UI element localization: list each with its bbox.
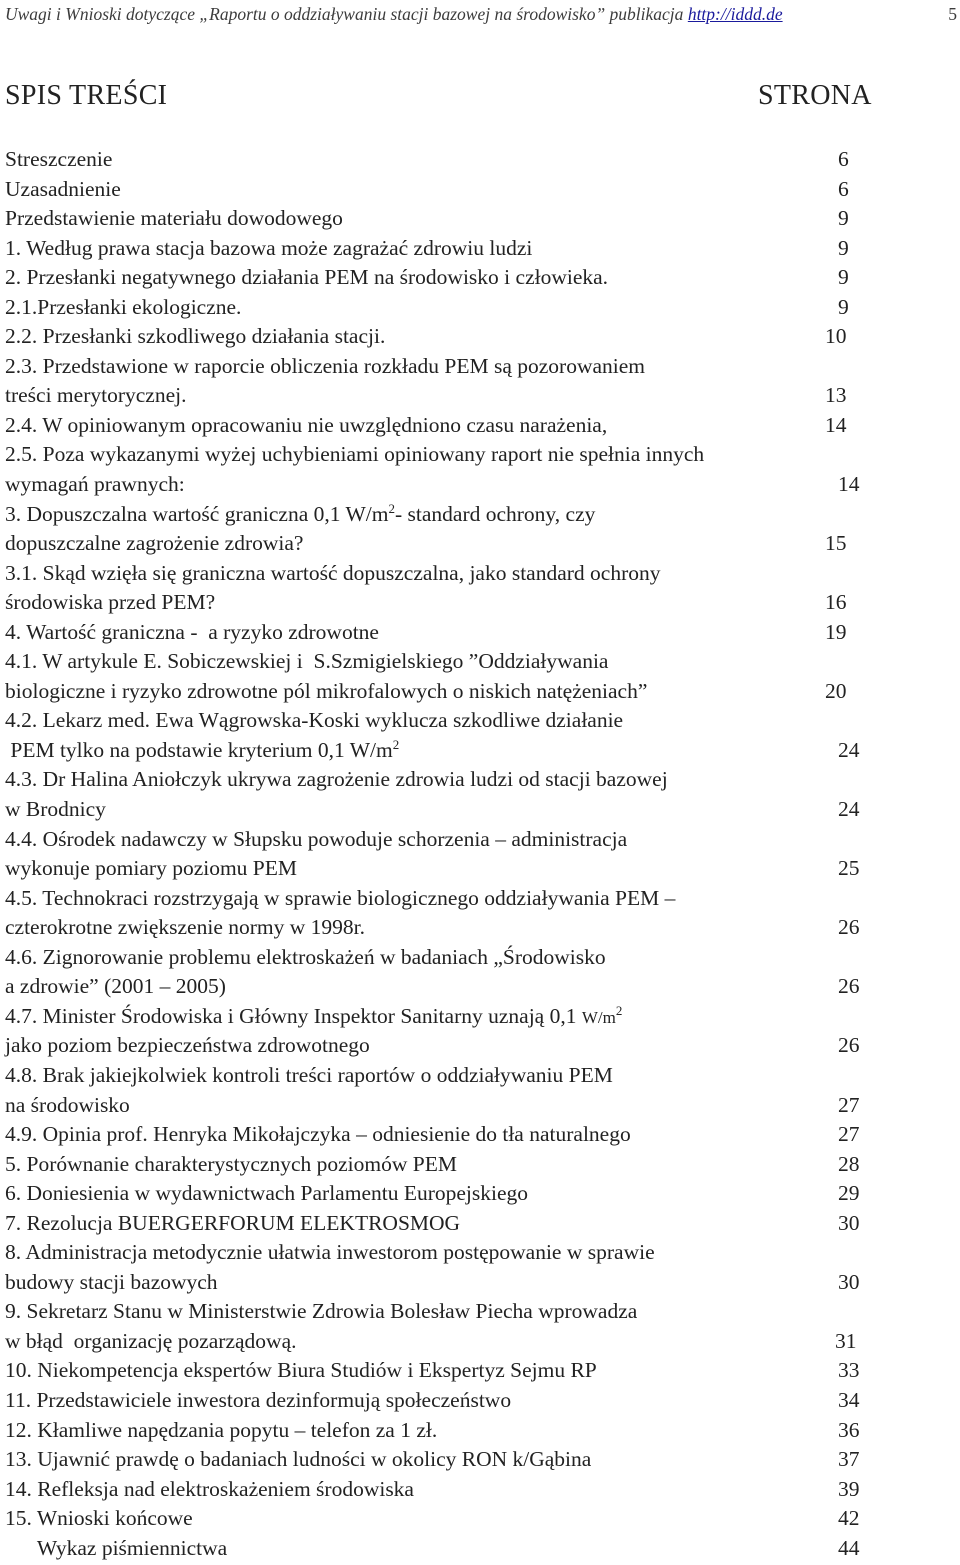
toc-entry-text: 4.4. Ośrodek nadawczy w Słupsku powoduje schorzenia – administracja <box>5 826 628 851</box>
toc-entry[interactable] <box>5 1120 955 1150</box>
toc-entry-line <box>5 322 955 352</box>
toc-entry-line <box>5 1002 955 1032</box>
toc-entry-line <box>5 795 955 825</box>
toc-page-number: 30 <box>838 1269 860 1294</box>
toc-entry-text: 2.2. Przesłanki szkodliwego działania stacji. <box>5 324 386 349</box>
toc-entry-text: 9. Sekretarz Stanu w Ministerstwie Zdrowia Bolesław Piecha wprowadza <box>5 1299 638 1324</box>
toc-entry-line <box>5 1504 955 1534</box>
toc-entry-line <box>5 175 955 205</box>
toc-entry-text: dopuszczalne zagrożenie zdrowia? <box>5 531 304 556</box>
toc-entry[interactable] <box>5 1504 955 1534</box>
toc-entry-text: 2. Przesłanki negatywnego działania PEM na środowisko i człowieka. <box>5 265 609 290</box>
toc-entry-text: 10. Niekompetencja ekspertów Biura Studiów i Ekspertyz Sejmu RP <box>5 1358 597 1383</box>
toc-entry-line <box>5 1209 955 1239</box>
toc-entry[interactable] <box>5 500 955 559</box>
toc-page-number: 31 <box>835 1328 857 1353</box>
toc-entry-text: 13. Ujawnić prawdę o badaniach ludności w okolicy RON k/Gąbina <box>5 1447 592 1472</box>
toc-entry-line <box>5 352 955 382</box>
toc-page-number: 14 <box>838 472 860 497</box>
toc-page-number: 29 <box>838 1181 860 1206</box>
toc-entry[interactable] <box>5 1356 955 1386</box>
toc-entry-line <box>5 234 955 264</box>
toc-entry[interactable] <box>5 263 955 293</box>
toc-entry-text: a zdrowie” (2001 – 2005) <box>5 974 226 999</box>
toc-entry-line <box>5 1150 955 1180</box>
toc-entry-text: PEM tylko na podstawie kryterium 0,1 W/m <box>5 737 393 762</box>
toc-entry-text: 4.8. Brak jakiejkolwiek kontroli treści raportów o oddziaływaniu PEM <box>5 1062 613 1087</box>
toc-page-number: 9 <box>838 235 849 260</box>
toc-title: SPIS TREŚCI <box>5 80 168 111</box>
unit-text: W/m <box>581 1007 616 1027</box>
toc-page-number: 13 <box>825 383 847 408</box>
toc-entry[interactable] <box>5 411 955 441</box>
toc-entry[interactable] <box>5 1179 955 1209</box>
toc-entry-line <box>5 204 955 234</box>
toc-entry[interactable] <box>5 440 955 499</box>
superscript: 2 <box>615 1002 623 1018</box>
toc-entry-line <box>5 706 955 736</box>
toc-entry[interactable] <box>5 765 955 824</box>
toc-entry-text: 6. Doniesienia w wydawnictwach Parlamentu Europejskiego <box>5 1181 529 1206</box>
toc-page-number: 30 <box>838 1210 860 1235</box>
toc-entry-text: 4.3. Dr Halina Aniołczyk ukrywa zagrożenie zdrowia ludzi od stacji bazowej <box>5 767 668 792</box>
toc-entry-text: na środowisko <box>5 1092 130 1117</box>
toc-entry-text: 4.2. Lekarz med. Ewa Wągrowska-Koski wyklucza szkodliwe działanie <box>5 708 624 733</box>
toc-entry-text: 15. Wnioski końcowe <box>5 1506 193 1531</box>
toc-entry-text: 1. Według prawa stacja bazowa może zagrażać zdrowiu ludzi <box>5 235 533 260</box>
toc-entry-text: Uzasadnienie <box>5 176 121 201</box>
toc-entry-text: 4.5. Technokraci rozstrzygają w sprawie biologicznego oddziaływania PEM – <box>5 885 676 910</box>
toc-entry[interactable] <box>5 1534 955 1564</box>
toc-entry-text: 3. Dopuszczalna wartość graniczna 0,1 W/m <box>5 501 389 526</box>
toc-page-number: 27 <box>838 1122 860 1147</box>
toc-entry-line <box>5 1297 955 1327</box>
toc-entry-line <box>5 1061 955 1091</box>
toc-page-number: 9 <box>838 206 849 231</box>
toc-entry-text: 3.1. Skąd wzięła się graniczna wartość dopuszczalna, jako standard ochrony <box>5 560 661 585</box>
toc-page-number: 39 <box>838 1476 860 1501</box>
toc-entry-text: 2.1.Przesłanki ekologiczne. <box>5 294 242 319</box>
toc-entry-line <box>5 1475 955 1505</box>
toc-page-number: 6 <box>838 176 849 201</box>
toc-entry[interactable] <box>5 618 955 648</box>
toc-entry-text: 12. Kłamliwe napędzania popytu – telefon za 1 zł. <box>5 1417 438 1442</box>
toc-entry-line <box>5 1386 955 1416</box>
toc-entry-line <box>5 381 955 411</box>
toc-entry-text: Przedstawienie materiału dowodowego <box>5 206 343 231</box>
toc-page-number: 9 <box>838 265 849 290</box>
toc-entry-line <box>5 411 955 441</box>
toc-entry[interactable] <box>5 234 955 264</box>
toc-page-number: 44 <box>838 1535 860 1560</box>
toc-entry-text: biologiczne i ryzyko zdrowotne pól mikrofalowych o niskich natężeniach” <box>5 678 648 703</box>
toc-entry-text: 2.3. Przedstawione w raporcie obliczenia rozkładu PEM są pozorowaniem <box>5 353 646 378</box>
toc-entry[interactable] <box>5 1475 955 1505</box>
toc-entry[interactable] <box>5 293 955 323</box>
toc-entry-text: budowy stacji bazowych <box>5 1269 218 1294</box>
toc-entry-text: Streszczenie <box>5 147 113 171</box>
toc-entry[interactable] <box>5 1445 955 1475</box>
toc-entry[interactable] <box>5 825 955 884</box>
toc-entry-text: 8. Administracja metodycznie ułatwia inwestorom postępowanie w sprawie <box>5 1240 655 1265</box>
toc-entry-text-continued: - standard ochrony, czy <box>394 501 596 526</box>
toc-entry-line <box>5 913 955 943</box>
toc-entry-text: w błąd organizację pozarządową. <box>5 1328 297 1353</box>
toc-entry[interactable] <box>5 175 955 205</box>
toc-page-number: 16 <box>825 590 847 615</box>
toc-page-number: 33 <box>838 1358 860 1383</box>
toc-entry-line <box>5 765 955 795</box>
toc-entry-text: 4.7. Minister Środowiska i Główny Inspektor Sanitarny uznają 0,1 <box>5 1003 582 1028</box>
toc-entry-text: 2.4. W opiniowanym opracowaniu nie uwzględniono czasu narażenia, <box>5 412 608 437</box>
toc-page-number: 24 <box>838 797 860 822</box>
toc-entry-line <box>5 943 955 973</box>
toc-page-number: 15 <box>825 531 847 556</box>
toc-entry-line <box>5 470 955 500</box>
toc-entry-line <box>5 293 955 323</box>
toc-page-number: 42 <box>838 1506 860 1531</box>
toc-entry-line <box>5 1091 955 1121</box>
toc-entry-text: 2.5. Poza wykazanymi wyżej uchybieniami opiniowany raport nie spełnia innych <box>5 442 705 467</box>
toc-entry[interactable] <box>5 647 955 706</box>
toc-entry[interactable] <box>5 559 955 618</box>
toc-entry-text: 7. Rezolucja BUERGERFORUM ELEKTROSMOG <box>5 1210 461 1235</box>
toc-entry-text: 4. Wartość graniczna - a ryzyko zdrowotne <box>5 619 379 644</box>
toc-entry-line <box>5 1327 955 1357</box>
toc-entry-line <box>5 1031 955 1061</box>
toc-page-number: 9 <box>838 294 849 319</box>
toc-entry[interactable] <box>5 1238 955 1297</box>
toc-entry-line <box>5 884 955 914</box>
running-header <box>5 4 957 25</box>
toc-entry-line <box>5 500 955 530</box>
toc-entry-text: czterokrotne zwiększenie normy w 1998r. <box>5 915 365 940</box>
toc-page-number: 37 <box>838 1447 860 1472</box>
toc-entry-line <box>5 854 955 884</box>
toc-entry[interactable] <box>5 145 955 175</box>
toc-entry-text: środowiska przed PEM? <box>5 590 216 615</box>
toc-entry-line <box>5 145 955 175</box>
toc-page-number: 26 <box>838 915 860 940</box>
toc-entry-line <box>5 1356 955 1386</box>
toc-entry[interactable] <box>5 352 955 411</box>
toc-entry[interactable] <box>5 884 955 943</box>
toc-entry-line <box>5 1179 955 1209</box>
toc-entry-line <box>5 440 955 470</box>
toc-entry[interactable] <box>5 1061 955 1120</box>
toc-entry-line <box>5 588 955 618</box>
toc-entry-line <box>5 736 955 766</box>
toc-entry-line <box>5 1268 955 1298</box>
toc-entry-text: 14. Refleksja nad elektroskażeniem środowiska <box>5 1476 414 1501</box>
toc-entry-line <box>5 1120 955 1150</box>
superscript: 2 <box>388 500 395 516</box>
toc-page-number: 25 <box>838 856 860 881</box>
toc-entry-line <box>5 825 955 855</box>
toc-entry-text: 5. Porównanie charakterystycznych poziomów PEM <box>5 1151 457 1176</box>
header-link[interactable]: http://iddd.de <box>687 4 783 24</box>
toc-page-number: 19 <box>825 619 847 644</box>
toc-entry-line <box>5 529 955 559</box>
toc-entry-text: 4.1. W artykule E. Sobiczewskiej i S.Szmigielskiego ”Oddziaływania <box>5 649 609 674</box>
toc-entry-text: Wykaz piśmiennictwa <box>5 1535 228 1560</box>
toc-entry-line <box>5 1238 955 1268</box>
toc-entry-text: 4.6. Zignorowanie problemu elektroskażeń w badaniach „Środowisko <box>5 944 606 969</box>
toc-entry-line <box>5 972 955 1002</box>
toc-page-number: 14 <box>825 412 847 437</box>
toc-entry[interactable] <box>5 706 955 765</box>
toc-entry-text: w Brodnicy <box>5 797 106 822</box>
toc-page-column-title: STRONA <box>758 80 872 111</box>
toc-page-number: 34 <box>838 1387 860 1412</box>
toc-entry-text: treści merytorycznej. <box>5 383 187 408</box>
toc-entry[interactable] <box>5 1209 955 1239</box>
toc-page-number: 26 <box>838 974 860 999</box>
toc-entry[interactable] <box>5 943 955 1002</box>
toc-entry-line <box>5 1416 955 1446</box>
toc-entry-text: 4.9. Opinia prof. Henryka Mikołajczyka – odniesienie do tła naturalnego <box>5 1122 631 1147</box>
superscript: 2 <box>392 736 400 752</box>
header-page-number: 5 <box>948 4 957 24</box>
toc-entry-line <box>5 677 955 707</box>
toc-page-number: 10 <box>825 324 847 349</box>
toc-entry-line <box>5 559 955 589</box>
toc-entry-text: jako poziom bezpieczeństwa zdrowotnego <box>5 1033 370 1058</box>
toc-entry-line <box>5 263 955 293</box>
header-text: Uwagi i Wnioski dotyczące „Raportu o oddziaływaniu stacji bazowej na środowisko” publikacja <box>5 4 688 24</box>
toc-entry-text: wymagań prawnych: <box>5 472 185 497</box>
toc-page-number: 20 <box>825 678 847 703</box>
toc-entry-text: 11. Przedstawiciele inwestora dezinformują społeczeństwo <box>5 1387 512 1412</box>
toc-page-number: 6 <box>838 147 849 171</box>
table-of-contents <box>5 145 955 1563</box>
toc-page-number: 26 <box>838 1033 860 1058</box>
toc-entry[interactable] <box>5 1416 955 1446</box>
toc-entry-line <box>5 1534 955 1564</box>
toc-entry-line <box>5 647 955 677</box>
toc-page-number: 36 <box>838 1417 860 1442</box>
toc-entry[interactable] <box>5 1297 955 1356</box>
toc-entry[interactable] <box>5 204 955 234</box>
toc-page-number: 28 <box>838 1151 860 1176</box>
toc-entry-line <box>5 618 955 648</box>
toc-entry-line <box>5 1445 955 1475</box>
toc-page-number: 27 <box>838 1092 860 1117</box>
toc-entry[interactable] <box>5 1002 955 1061</box>
toc-page-number: 24 <box>838 737 860 762</box>
toc-entry[interactable] <box>5 1386 955 1416</box>
toc-entry-text: wykonuje pomiary poziomu PEM <box>5 856 298 881</box>
toc-entry[interactable] <box>5 1150 955 1180</box>
toc-entry[interactable] <box>5 322 955 352</box>
